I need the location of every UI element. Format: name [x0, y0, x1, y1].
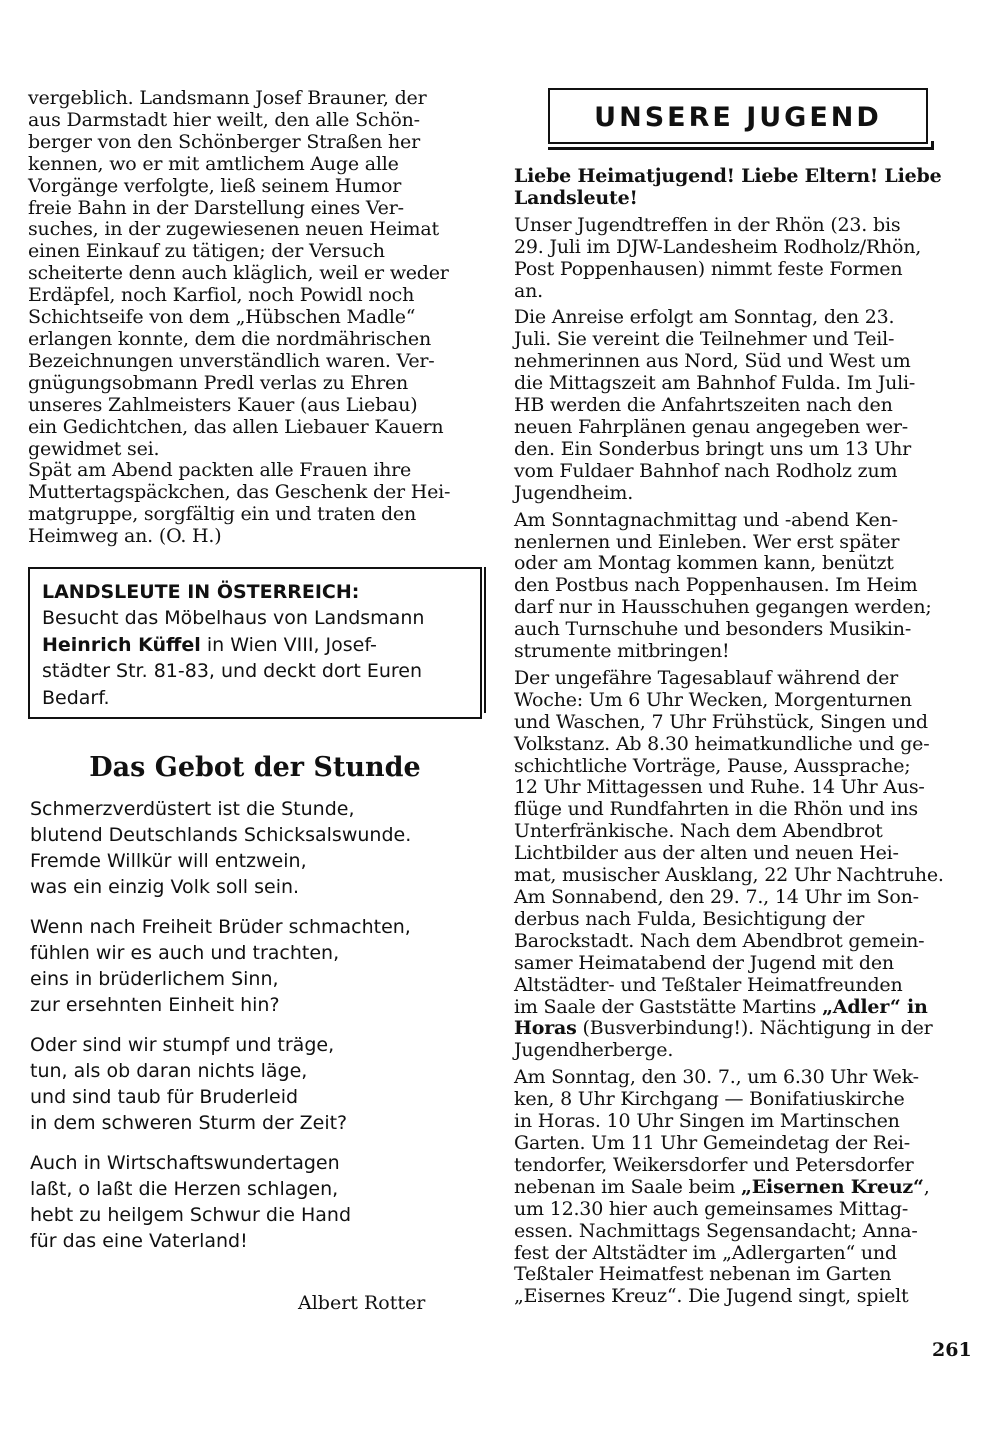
text-line-start: im Saale der Gaststätte Martins: [514, 995, 817, 1018]
text-line: Jugendheim.: [514, 481, 634, 504]
bold-venue: „Adler“ in: [822, 995, 928, 1018]
text-line: ein Gedichtchen, das allen Liebauer Kauern: [28, 415, 444, 438]
text-line: um 12.30 hier auch gemeinsames Mittag-: [514, 1197, 909, 1220]
ad-name: Heinrich Küffel: [42, 633, 201, 656]
text-line: Der ungefähre Tagesablauf während der: [514, 666, 899, 689]
text-line: aus Darmstadt hier weilt, den alle Schön-: [28, 108, 420, 131]
text-line: Post Poppenhausen) nimmt feste Formen: [514, 257, 903, 280]
right-article: [514, 166, 972, 1313]
poem-line: fühlen wir es auch und trachten,: [30, 942, 340, 964]
poem-line: und sind taub für Bruderleid: [30, 1086, 299, 1108]
poem-line: Auch in Wirtschaftswundertagen: [30, 1152, 340, 1174]
text-line: den. Ein Sonderbus bringt uns um 13 Uhr: [514, 437, 912, 460]
right-paragraph: [514, 1067, 972, 1308]
right-paragraph: [514, 510, 972, 663]
text-line: Am Sonntag, den 30. 7., um 6.30 Uhr Wek-: [514, 1066, 919, 1089]
text-line: Am Sonnabend, den 29. 7., 14 Uhr im Son-: [514, 886, 919, 908]
text-line: gewidmet sei.: [28, 437, 160, 460]
text-line: ken, 8 Uhr Kirchgang — Bonifatiuskirche: [514, 1088, 905, 1111]
ad-line: [42, 632, 480, 659]
poem-stanza: [30, 796, 470, 900]
text-line: Liebe Heimatjugend! Liebe Eltern! Liebe: [514, 165, 942, 187]
text-line: nenlernen und Einleben. Wer erst später: [514, 530, 900, 553]
poem-stanza: [30, 1032, 470, 1136]
poem-title: Das Gebot der Stunde: [89, 752, 421, 783]
text-line: [514, 1177, 972, 1199]
bold-place: Horas: [514, 1017, 577, 1040]
text-line: „Eisernes Kreuz“. Die Jugend singt, spielt: [514, 1285, 909, 1308]
text-line: kennen, wo er mit amtlichem Auge alle: [28, 152, 399, 175]
text-line: HB werden die Anfahrtszeiten nach den: [514, 394, 893, 417]
poem-line: was ein einzig Volk soll sein.: [30, 876, 300, 898]
text-line: scheiterte denn auch kläglich, weil er weder: [28, 262, 449, 285]
text-line: tendorfer, Weikersdorfer und Petersdorfer: [514, 1153, 914, 1176]
text-line: Unser Jugendtreffen in der Rhön (23. bis: [514, 213, 901, 236]
left-article: [28, 88, 488, 553]
text-line: berger von den Schönberger Straßen her: [28, 130, 420, 153]
text-line-start: nebenan im Saale beim: [514, 1175, 742, 1198]
poem-line: tun, als ob daran nichts läge,: [30, 1060, 308, 1082]
text-line: Barockstadt. Nach dem Abendbrot gemein-: [514, 929, 925, 952]
text-line: nehmerinnen aus Nord, Süd und West um: [514, 350, 911, 373]
text-line: erlangen konnte, dem die nordmährischen: [28, 327, 431, 350]
text-line: vergeblich. Landsmann Josef Brauner, der: [28, 87, 427, 109]
text-line: unseres Zahlmeisters Kauer (aus Liebau): [28, 393, 418, 416]
text-line: den Postbus nach Poppenhausen. Im Heim: [514, 574, 918, 597]
section-title-box: [548, 88, 928, 144]
text-line: mat, musischer Ausklang, 22 Uhr Nachtruhe.: [514, 864, 944, 887]
text-line: in Horas. 10 Uhr Singen im Martinschen: [514, 1110, 900, 1133]
poem-author: Albert Rotter: [298, 1292, 426, 1314]
poem-line: Fremde Willkür will entzwein,: [30, 850, 307, 872]
text-line: Lichtbilder aus der alten und neuen Hei-: [514, 842, 899, 865]
text-line: essen. Nachmittags Segensandacht; Anna-: [514, 1219, 918, 1242]
text-line: schichtliche Vorträge, Pause, Aussprache;: [514, 754, 911, 777]
poem-line: Oder sind wir stumpf und träge,: [30, 1034, 335, 1056]
text-line: Schichtseife von dem „Hübschen Madle“: [28, 306, 416, 329]
poem-stanza: [30, 1150, 470, 1254]
text-line: 12 Uhr Mittagessen und Ruhe. 14 Uhr Aus-: [514, 776, 925, 799]
text-line: derbus nach Fulda, Besichtigung der: [514, 907, 865, 930]
left-paragraph-1: [28, 88, 488, 460]
text-line: Volkstanz. Ab 8.30 heimatkundliche und ge-: [514, 732, 930, 755]
text-line: Woche: Um 6 Uhr Wecken, Morgenturnen: [514, 688, 912, 711]
text-line: Garten. Um 11 Uhr Gemeindetag der Rei-: [514, 1131, 910, 1154]
text-line: Vorgänge verfolgte, ließ seinem Humor: [28, 174, 402, 197]
ad-line: städter Str. 81-83, und deckt dort Euren: [42, 660, 423, 682]
ad-line: Bedarf.: [42, 686, 110, 709]
poem-line: Wenn nach Freiheit Brüder schmachten,: [30, 916, 411, 938]
text-line: suches, in der zugewiesenen neuen Heimat: [28, 218, 439, 241]
poem-line: laßt, o laßt die Herzen schlagen,: [30, 1178, 339, 1200]
text-line: an.: [514, 279, 544, 302]
text-line: Unterfränkische. Nach dem Abendbrot: [514, 820, 883, 843]
poem-stanza: [30, 914, 470, 1018]
text-line: fest der Altstädter im „Adlergarten“ und: [514, 1241, 897, 1264]
poem: [30, 796, 470, 1268]
text-line-rest: ,: [923, 1175, 930, 1198]
text-line: samer Heimatabend der Jugend mit den: [514, 951, 894, 974]
text-line: [514, 997, 972, 1019]
text-line: oder am Montag kommen kann, benützt: [514, 552, 894, 575]
text-line: Bezeichnungen unverständlich waren. Ver-: [28, 349, 435, 372]
section-title: UNSERE JUGEND: [594, 102, 882, 133]
right-paragraph: [514, 307, 972, 504]
poem-line: eins in brüderlichem Sinn,: [30, 968, 279, 990]
poem-line: Schmerzverdüstert ist die Stunde,: [30, 798, 355, 820]
text-line: Erdäpfel, noch Karfiol, noch Powidl noch: [28, 284, 415, 307]
poem-line: zur ersehnten Einheit hin?: [30, 994, 280, 1016]
right-paragraph: [514, 668, 972, 1062]
poem-line: für das eine Vaterland!: [30, 1230, 248, 1252]
text-line: strumente mitbringen!: [514, 640, 730, 663]
text-line: Altstädter- und Teßtaler Heimatfreunden: [514, 973, 903, 996]
intro-greeting: [514, 166, 972, 210]
text-line: flüge und Rundfahrten in die Rhön und ins: [514, 798, 918, 821]
right-paragraph: [514, 215, 972, 303]
ad-line: Besucht das Möbelhaus von Landsmann: [42, 607, 425, 629]
bold-venue: „Eisernen Kreuz“: [741, 1175, 924, 1198]
text-line: freie Bahn in der Darstellung eines Ver-: [28, 196, 404, 219]
text-line: Heimweg an. (O. H.): [28, 525, 222, 548]
advertisement-box: [28, 567, 482, 719]
text-line: Teßtaler Heimatfest nebenan im Garten: [514, 1263, 892, 1286]
text-line: Muttertagspäckchen, das Geschenk der Hei-: [28, 481, 451, 504]
text-line: Spät am Abend packten alle Frauen ihre: [28, 459, 412, 482]
text-line: Landsleute!: [514, 186, 638, 209]
text-line: einen Einkauf zu tätigen; der Versuch: [28, 240, 385, 263]
text-line: vom Fuldaer Bahnhof nach Rodholz zum: [514, 459, 898, 482]
ad-heading: LANDSLEUTE IN ÖSTERREICH:: [42, 581, 360, 603]
text-line: Jugendherberge.: [514, 1039, 674, 1062]
text-line: und Waschen, 7 Uhr Frühstück, Singen und: [514, 710, 928, 733]
text-line: darf nur in Hausschuhen gegangen werden;: [514, 596, 932, 619]
poem-line: hebt zu heilgem Schwur die Hand: [30, 1204, 352, 1226]
text-line: Die Anreise erfolgt am Sonntag, den 23.: [514, 306, 895, 329]
page-number: 261: [932, 1339, 972, 1361]
text-line: [514, 1018, 972, 1040]
text-line: auch Turnschuhe und besonders Musikin-: [514, 618, 912, 641]
text-line: die Mittagszeit am Bahnhof Fulda. Im Juli-: [514, 372, 916, 395]
ad-line-rest: in Wien VIII, Josef-: [206, 633, 377, 656]
poem-line: blutend Deutschlands Schicksalswunde.: [30, 824, 412, 846]
text-line: Juli. Sie vereint die Teilnehmer und Teil-: [514, 328, 895, 351]
text-line: gnügungsobmann Predl verlas zu Ehren: [28, 371, 409, 394]
text-line: matgruppe, sorgfältig ein und traten den: [28, 503, 417, 526]
text-line: 29. Juli im DJW-Landesheim Rodholz/Rhön,: [514, 235, 922, 258]
left-paragraph-2: [28, 460, 488, 548]
poem-line: in dem schweren Sturm der Zeit?: [30, 1112, 348, 1134]
text-line-rest: (Busverbindung!). Nächtigung in der: [576, 1017, 933, 1040]
text-line: Am Sonntagnachmittag und -abend Ken-: [514, 508, 898, 531]
text-line: neuen Fahrplänen genau angegeben wer-: [514, 415, 909, 438]
